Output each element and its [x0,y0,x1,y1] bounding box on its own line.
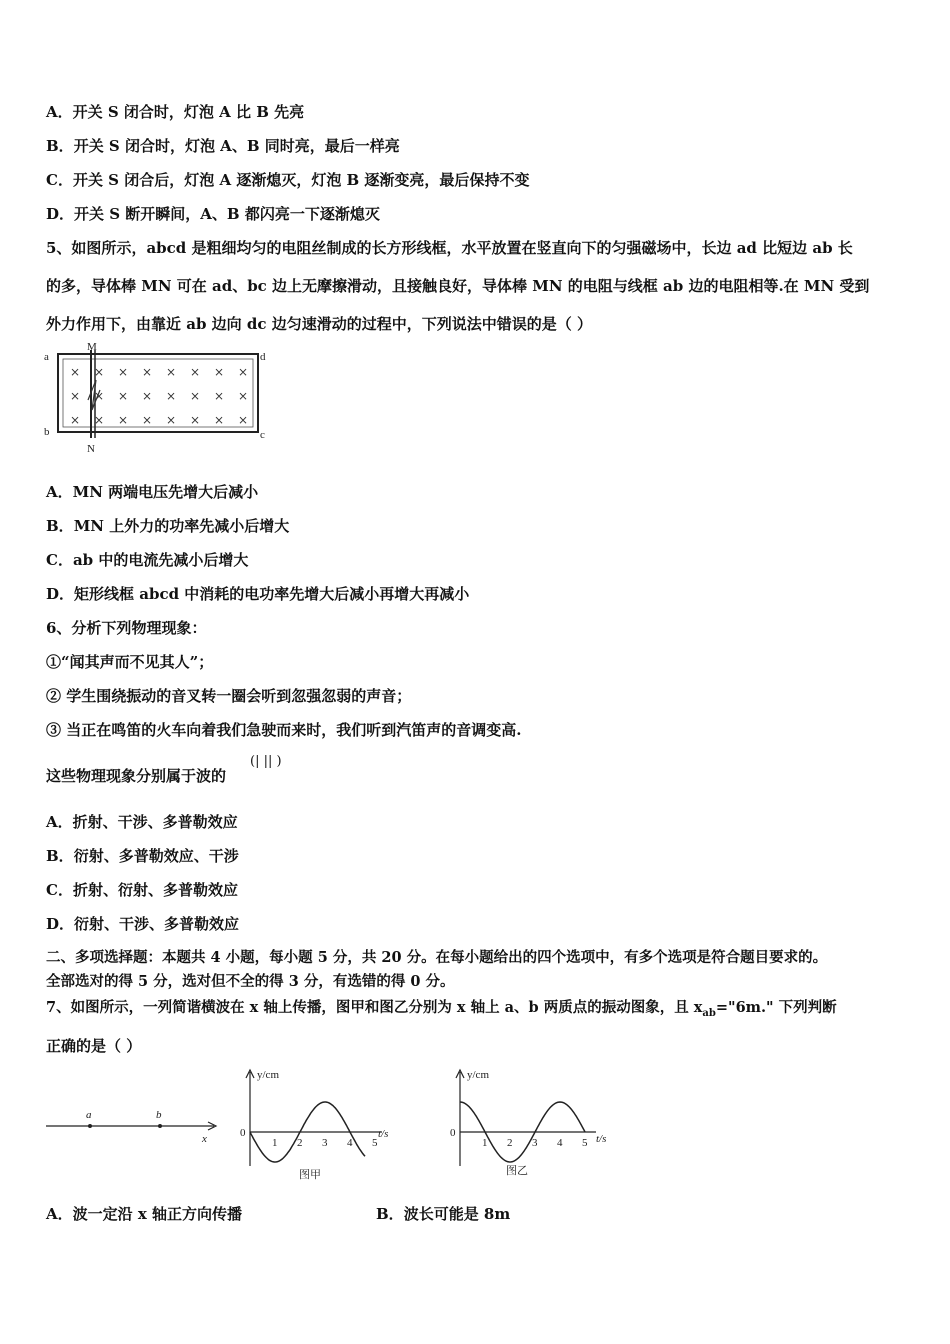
tick-label: 2 [507,1137,513,1149]
q5-option-c: C．ab 中的电流先减小后增大 [46,551,249,569]
q7-stem-line1: 7、如图所示，一列简谐横波在 x 轴上传播，图甲和图乙分别为 x 轴上 a、b 两质点的振动图象，且 $x_{ab}="6m$." 下列判断 [46,999,837,1019]
section2-line2: 全部选对的得 5 分，选对但不全的得 3 分，有选错的得 0 分。 [46,973,455,990]
graph-jia-ticks [272,1137,378,1149]
tick-label: 3 [532,1137,538,1149]
field-cross: × [166,389,177,403]
field-cross: × [70,389,81,403]
point-b-label: b [156,1109,162,1121]
field-cross: × [214,365,225,379]
label-b: b [44,426,50,438]
point-b [158,1124,162,1128]
q4-option-b: B．开关 S 闭合时，灯泡 A、B 同时亮，最后一样亮 [46,137,400,155]
q5-option-b: B．MN 上外力的功率先减小后增大 [46,517,290,535]
tick-label: 1 [482,1137,488,1149]
q6-option-d: D．衍射、干涉、多普勒效应 [46,915,240,933]
q6-question: 这些物理现象分别属于波的 [46,767,227,785]
q4-option-d: D．开关 S 断开瞬间，A、B 都闪亮一下逐渐熄灭 [46,205,380,223]
field-cross: × [190,413,201,427]
field-cross: × [142,413,153,427]
tick-label: 4 [347,1137,353,1149]
graph-yi-origin: 0 [450,1127,456,1139]
tick-label: 1 [272,1137,278,1149]
tick-label: 5 [582,1137,588,1149]
q5-stem-line1: 5、如图所示，abcd 是粗细均匀的电阻丝制成的长方形线框，水平放置在竖直向下的匀强磁场中，长边 ad 比短边 ab 长 [46,239,853,257]
q7-stem-line2: 正确的是（ ） [46,1037,142,1055]
q6-bracket: (| || ) [250,754,282,769]
field-cross: × [118,365,129,379]
point-a [88,1124,92,1128]
field-cross: × [118,389,129,403]
field-cross: × [70,413,81,427]
field-cross: × [94,413,105,427]
field-cross: × [214,413,225,427]
tick-label: 3 [322,1137,328,1149]
x-axis-label: x [202,1133,207,1145]
q5-stem-line2: 的多，导体棒 MN 可在 ad、bc 边上无摩擦滑动，且接触良好，导体棒 MN 的电阻与线框 ab 边的电阻相等.在 MN 受到 [46,277,870,295]
section2-line1: 二、多项选择题：本题共 4 小题，每小题 5 分，共 20 分。在每小题给出的四个选项中，有多个选项是符合题目要求的。 [46,949,828,966]
graph-jia-origin: 0 [240,1127,246,1139]
label-n: N [87,443,95,455]
field-cross: × [94,365,105,379]
q6-option-a: A．折射、干涉、多普勒效应 [46,813,238,831]
field-cross: × [142,365,153,379]
graph-yi [446,1066,621,1186]
field-cross: × [142,389,153,403]
q4-option-a: A．开关 S 闭合时，灯泡 A 比 B 先亮 [46,103,305,121]
label-c: c [260,429,265,441]
field-cross: × [166,413,177,427]
tick-label: 5 [372,1137,378,1149]
point-a-label: a [86,1109,92,1121]
q6-intro: 6、分析下列物理现象： [46,619,207,637]
field-cross: × [166,365,177,379]
field-cross: × [238,389,249,403]
q5-option-d: D．矩形线框 abcd 中消耗的电功率先增大后减小再增大再减小 [46,585,470,603]
field-cross: × [190,365,201,379]
field-cross: × [118,413,129,427]
graph-yi-ticks [482,1137,588,1149]
q7-subscript: ab [702,1007,716,1019]
graph-yi-caption: 图乙 [506,1165,528,1177]
field-cross: × [238,413,249,427]
field-cross: × [190,389,201,403]
graph-yi-xlabel: t/s [596,1133,607,1145]
q6-item-3: ③ 当正在鸣笛的火车向着我们急驶而来时，我们听到汽笛声的音调变高. [46,721,522,739]
q6-option-b: B．衍射、多普勒效应、干涉 [46,847,239,865]
tick-label: 2 [297,1137,303,1149]
label-a: a [44,351,49,363]
q4-option-c: C．开关 S 闭合后，灯泡 A 逐渐熄灭，灯泡 B 逐渐变亮，最后保持不变 [46,171,530,189]
q6-item-2: ② 学生围绕振动的音叉转一圈会听到忽强忽弱的声音； [46,687,412,705]
q7-option-a: A．波一定沿 x 轴正方向传播 [46,1205,243,1223]
q7-x-axis-figure [44,1100,224,1150]
graph-jia-ylabel: y/cm [257,1069,279,1081]
q7-option-b: B．波长可能是 8m [376,1205,511,1223]
field-cross: × [94,389,105,403]
magnetic-field-crosses [70,365,248,427]
graph-jia [232,1066,402,1186]
q5-option-a: A．MN 两端电压先增大后减小 [46,483,259,501]
q6-option-c: C．折射、衍射、多普勒效应 [46,881,238,899]
field-cross: × [214,389,225,403]
q5-stem-line3: 外力作用下，由靠近 ab 边向 dc 边匀速滑动的过程中，下列说法中错误的是（ ） [46,315,592,333]
q5-circuit-figure [40,340,270,455]
graph-yi-ylabel: y/cm [467,1069,489,1081]
graph-jia-xlabel: t/s [378,1128,389,1140]
field-cross: × [70,365,81,379]
field-cross: × [238,365,249,379]
label-d: d [260,351,266,363]
label-m: M [87,341,97,353]
q6-item-1: ①“闻其声而不见其人”； [46,653,214,671]
wire-frame [58,354,258,432]
tick-label: 4 [557,1137,563,1149]
graph-jia-caption: 图甲 [299,1169,321,1181]
